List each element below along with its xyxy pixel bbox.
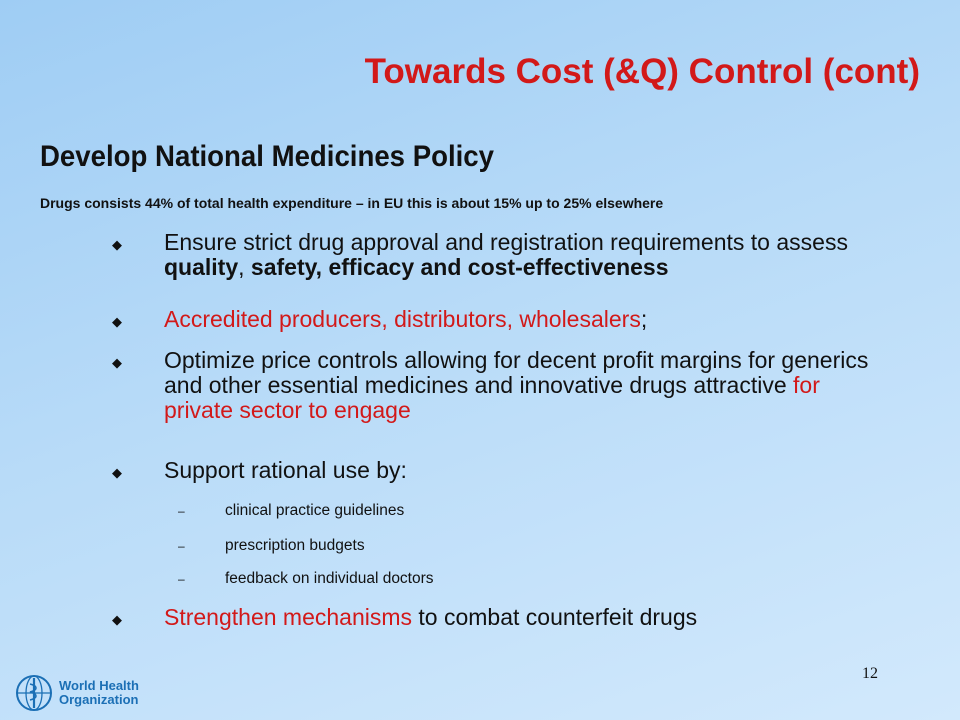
diamond-bullet-icon: ◆ — [112, 465, 122, 480]
logo-text-line2: Organization — [59, 692, 139, 707]
dash-bullet-icon: – — [178, 504, 185, 518]
subtitle-note: Drugs consists 44% of total health expenditure – in EU this is about 15% up to 25% elsewhere — [40, 195, 664, 211]
bullet-separator: , — [238, 254, 251, 280]
slide-title: Towards Cost (&Q) Control (cont) — [364, 52, 920, 91]
bullet-text: Optimize price controls allowing for decent profit margins for generics and other essential medicines and innovative drugs attractive — [164, 347, 869, 398]
bullet-text: Support rational use by: — [164, 457, 407, 483]
who-emblem-icon — [15, 674, 53, 712]
who-logo — [15, 674, 139, 712]
bullet-item — [112, 306, 892, 332]
sub-item-text: prescription budgets — [225, 537, 365, 554]
bullet-item — [112, 347, 892, 423]
bullet-bold-quality: quality — [164, 254, 239, 280]
logo-text-line1: World Health — [59, 678, 139, 693]
diamond-bullet-icon: ◆ — [112, 355, 122, 370]
bullet-item — [112, 229, 892, 280]
sub-item-text: clinical practice guidelines — [225, 502, 405, 519]
bullet-bold-criteria: safety, efficacy and cost-effectiveness — [250, 254, 669, 280]
sub-item — [178, 570, 434, 588]
bullet-red-text: for private sector to engage — [164, 372, 820, 423]
bullet-text: to combat counterfeit drugs — [412, 604, 698, 630]
bullet-text: Ensure strict drug approval and registration requirements to assess — [164, 229, 848, 255]
bullet-item — [112, 604, 892, 630]
diamond-bullet-icon: ◆ — [112, 314, 122, 329]
section-heading: Develop National Medicines Policy — [40, 140, 495, 173]
sub-item — [178, 502, 404, 520]
bullet-red-text: Accredited producers, distributors, wholesalers — [164, 306, 641, 332]
sub-item-text: feedback on individual doctors — [225, 570, 434, 587]
sub-item — [178, 537, 365, 555]
diamond-bullet-icon: ◆ — [112, 237, 122, 252]
bullet-red-text: Strengthen mechanisms — [164, 604, 413, 630]
dash-bullet-icon: – — [178, 539, 185, 553]
page-number: 12 — [862, 665, 878, 682]
bullet-text: ; — [640, 306, 648, 332]
bullet-item — [112, 457, 892, 483]
dash-bullet-icon: – — [178, 572, 185, 586]
diamond-bullet-icon: ◆ — [112, 612, 122, 627]
